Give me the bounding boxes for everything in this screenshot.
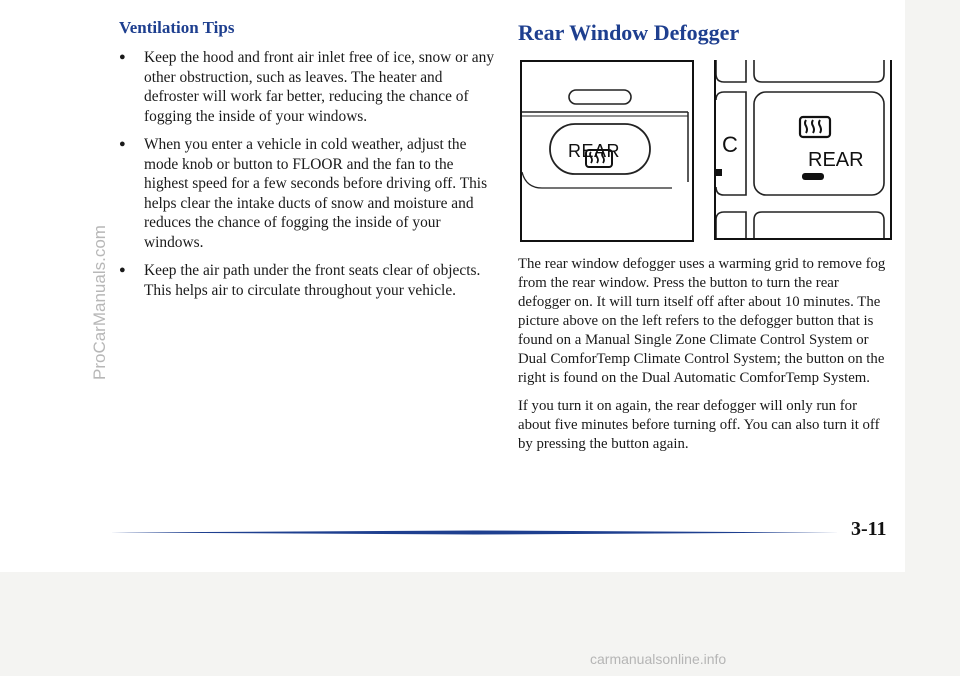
tip-text: Keep the air path under the front seats clear of objects. This helps air to circulate throughout your vehicle. [144,262,481,299]
side-watermark: ProCarManuals.com [90,225,109,380]
rear-defogger-heading: Rear Window Defogger [518,20,740,45]
defogger-paragraph: If you turn it on again, the rear defogger will only run for about five minutes before turning off. You can also turn it off by pressing the button again. [518,398,880,452]
defogger-button-automatic-figure [714,60,892,240]
bullet-icon: ● [119,264,126,276]
rear-button-label: REAR [568,141,621,161]
list-item [119,135,494,252]
list-item [119,261,494,300]
footer-rule [110,530,840,535]
defogger-paragraph: The rear window defogger uses a warming grid to remove fog from the rear window. Press the button to turn the rear defogger on. It will turn itself off after about 10 minutes. The picture above on the left refers to the defogger button that is found on a Manual Single Zone Climate Control System or Dual ComforTemp Climate Control System; the button on the right is found on the Dual Automatic ComforTemp System. [518,256,886,386]
rear-button-label: REAR [808,149,864,171]
defogger-description [518,255,890,463]
ventilation-tips-section [119,18,494,309]
bottom-watermark: carmanualsonline.info [590,651,727,667]
defogger-button-manual-figure [520,60,694,242]
page-number: 3-11 [851,518,887,540]
bullet-icon: ● [119,51,126,63]
tip-text: Keep the hood and front air inlet free of ice, snow or any other obstruction, such as leaves. The heater and defroster will work far better, reducing the chance of fogging the inside of your windows. [144,49,495,125]
ventilation-tips-heading: Ventilation Tips [119,18,235,37]
tip-text: When you enter a vehicle in cold weather, adjust the mode knob or button to FLOOR and the fan to the highest speed for a few seconds before driving off. This helps clear the intake ducts of snow and moisture and reduces the chance of fogging the inside of your windows. [144,136,488,251]
rear-defogger-section [518,20,898,46]
bullet-icon: ● [119,138,126,150]
defogger-figures [518,60,892,240]
defogger-button-automatic-illustration [716,60,890,238]
ventilation-tips-list [119,48,494,300]
side-button-letter: C [722,132,738,157]
list-item [119,48,494,126]
